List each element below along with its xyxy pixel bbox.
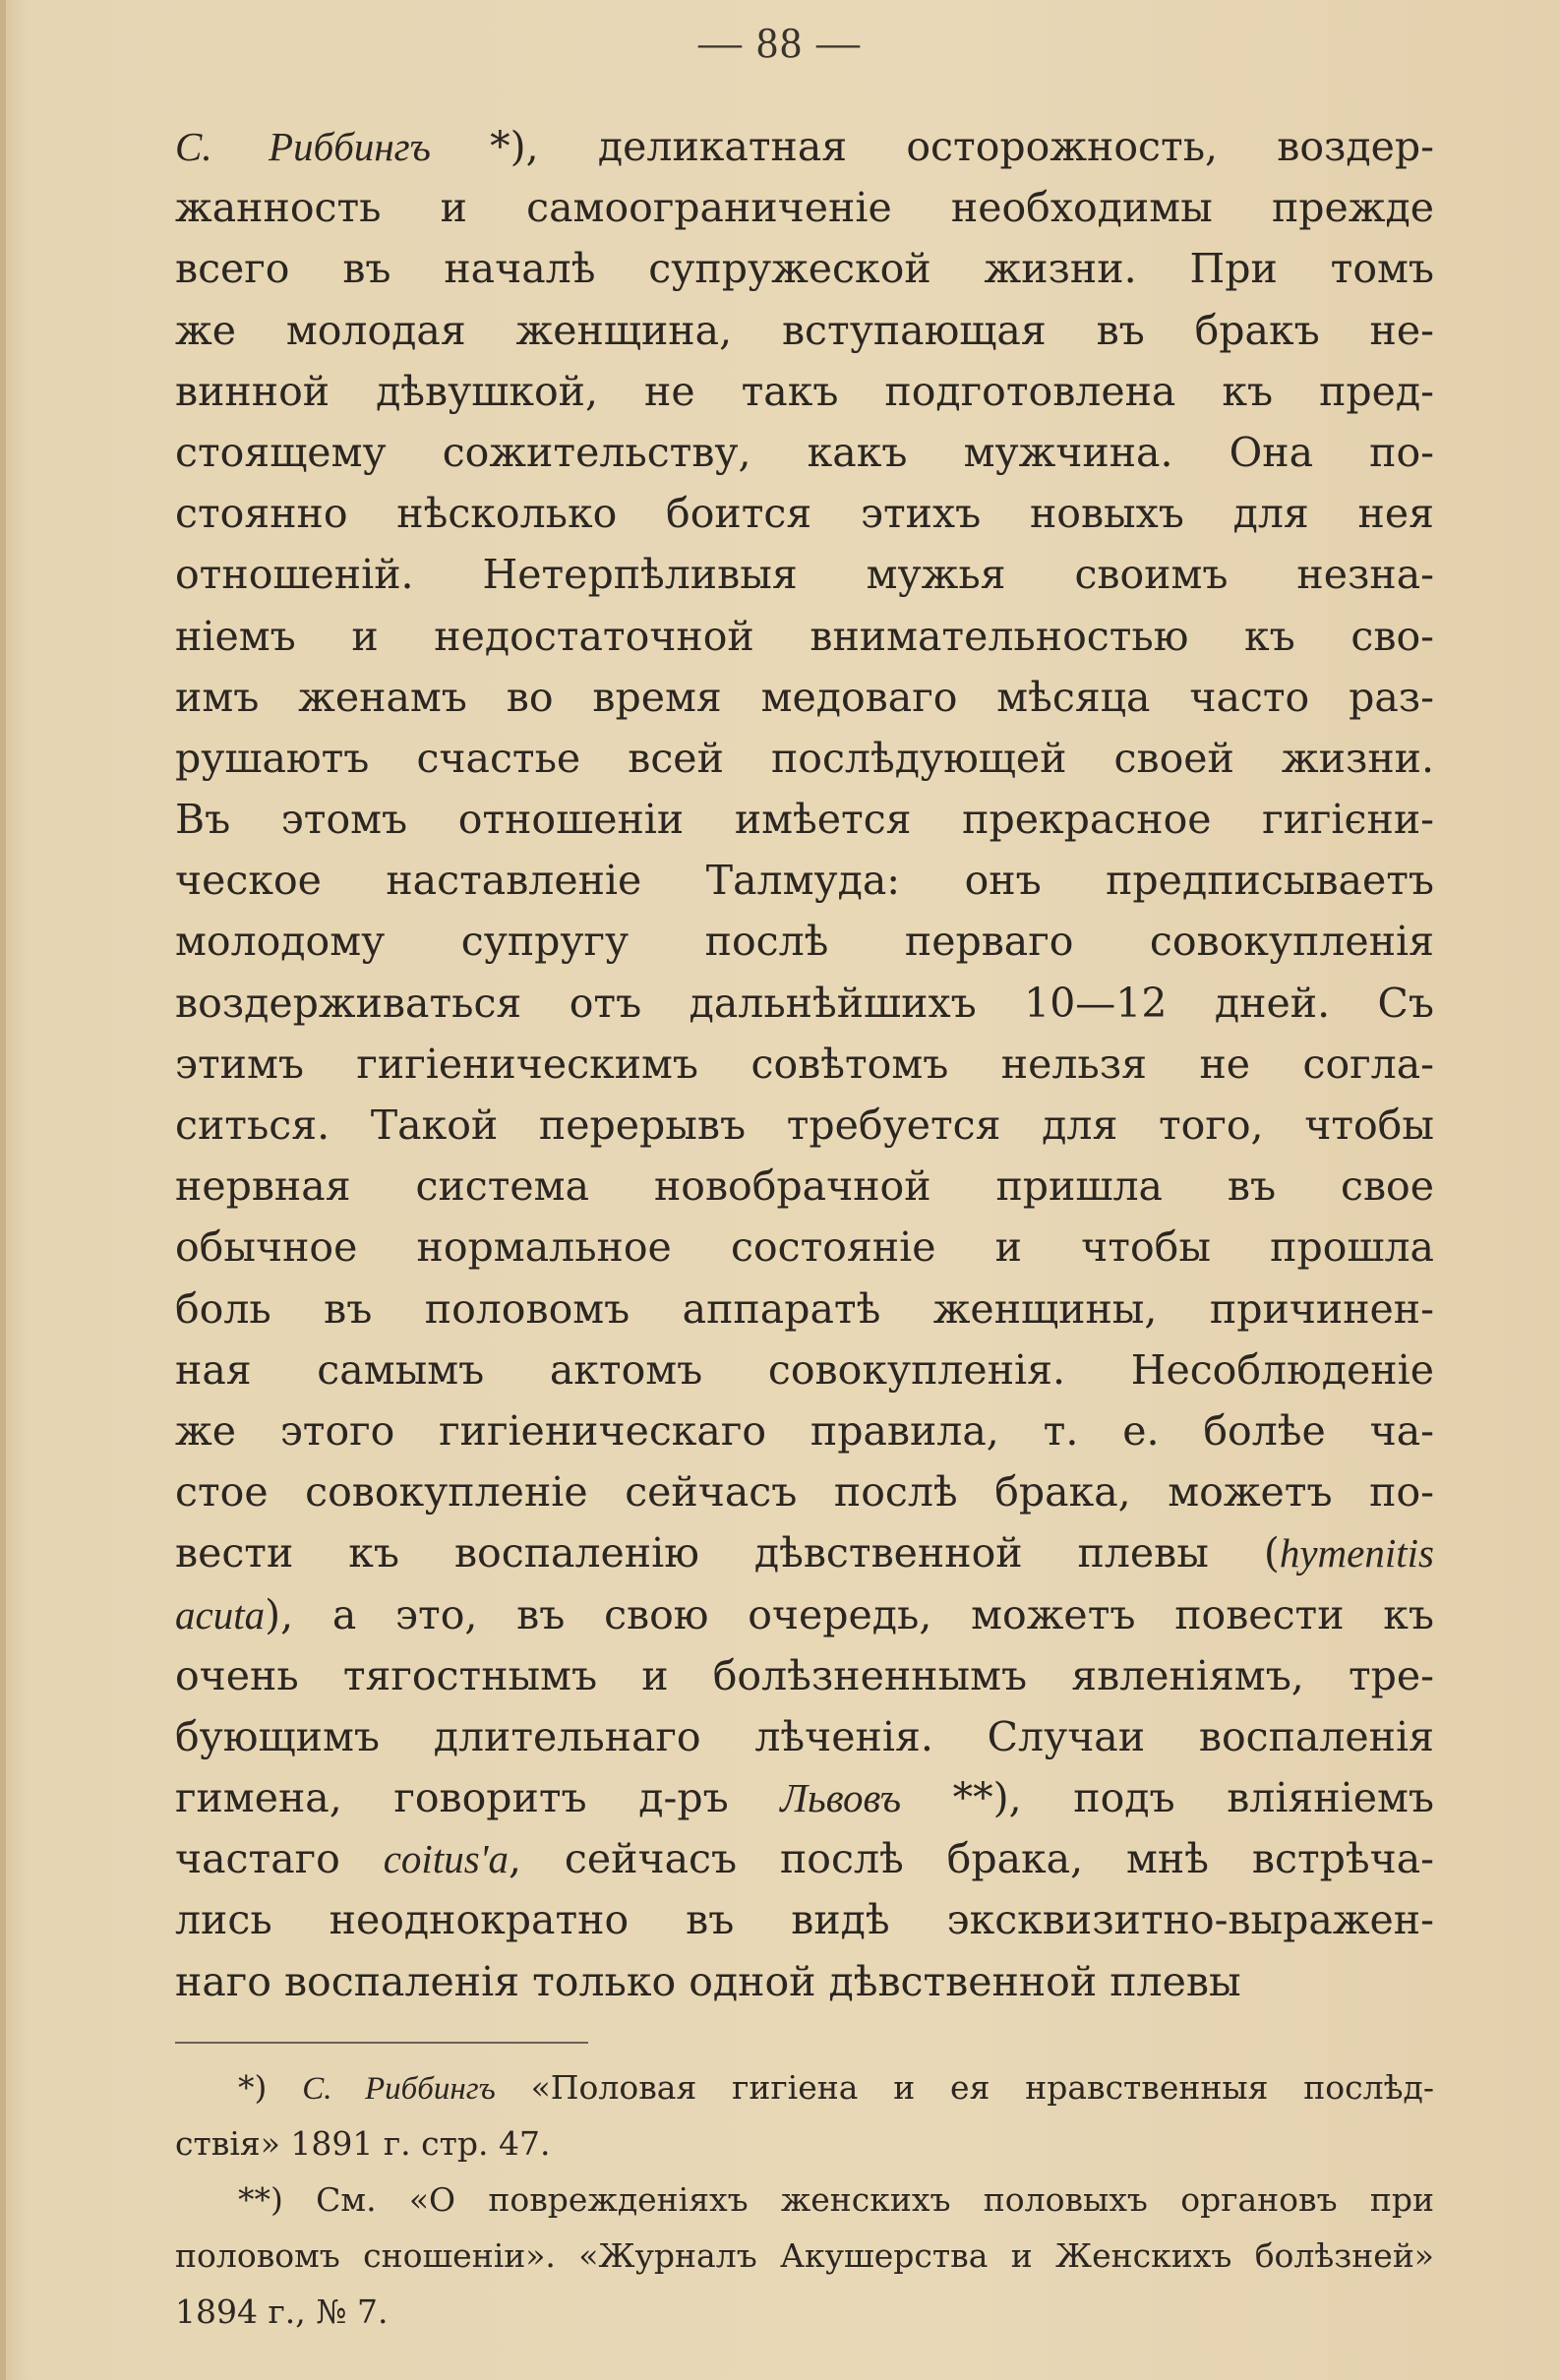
text-line: винной дѣвушкой, не такъ подготовлена къ пред- bbox=[175, 367, 1434, 415]
latin-term: hymenitis bbox=[1279, 1530, 1434, 1577]
footnotes bbox=[175, 2059, 1434, 2340]
footnote-mark: **) bbox=[238, 2180, 283, 2219]
text-line: наго воспаленія только одной дѣвственной плевы bbox=[175, 1957, 1241, 2005]
text-line: ческое наставленіе Талмуда: онъ предписываетъ bbox=[175, 857, 1434, 905]
body-text bbox=[175, 116, 1434, 2012]
text-line: имъ женамъ во время медоваго мѣсяца часто раз- bbox=[175, 673, 1434, 721]
text-line: частаго coitus'a, сейчасъ послѣ брака, мнѣ встрѣча- bbox=[175, 1835, 1435, 1883]
text-line: ная самымъ актомъ совокупленія. Несоблюденіе bbox=[175, 1345, 1434, 1394]
text-line: этимъ гигіеническимъ совѣтомъ нельзя не согла- bbox=[175, 1040, 1434, 1088]
text-line: обычное нормальное состояніе и чтобы прошла bbox=[175, 1223, 1434, 1272]
page-binding-edge bbox=[0, 0, 6, 2380]
footnote-1-cont: ствія» 1891 г. стр. 47. bbox=[175, 2124, 551, 2163]
text-line: всего въ началѣ супружеской жизни. При томъ bbox=[175, 245, 1434, 293]
footnote-author: С. Риббингъ bbox=[302, 2071, 496, 2107]
footnote-separator bbox=[175, 2042, 588, 2044]
latin-term: coitus'a bbox=[383, 1836, 509, 1882]
author-name: С. Риббингъ bbox=[175, 124, 431, 169]
text-line: стое совокупленіе сейчасъ послѣ брака, можетъ по- bbox=[175, 1468, 1434, 1517]
text-line: отношеній. Нетерпѣливыя мужья своимъ незна- bbox=[175, 551, 1434, 599]
text-line: вести къ воспаленію дѣвственной плевы (hymenitis bbox=[175, 1529, 1434, 1577]
footnote-2-cont: половомъ сношеніи». «Журналъ Акушерства и Женскихъ болѣзней» bbox=[175, 2236, 1434, 2275]
footnote-2-cont: 1894 г., № 7. bbox=[175, 2292, 389, 2331]
text-line: гимена, говоритъ д-ръ Львовъ **), подъ вліяніемъ bbox=[175, 1774, 1434, 1822]
latin-term: acuta bbox=[175, 1591, 266, 1637]
text-line: очень тягостнымъ и болѣзненнымъ явленіямъ, тре- bbox=[175, 1651, 1434, 1699]
text-line: лись неоднократно въ видѣ экcквизитно-выражен- bbox=[175, 1896, 1434, 1944]
text-line: ситься. Такой перерывъ требуется для того, чтобы bbox=[175, 1101, 1434, 1149]
text-line: рушаютъ счастье всей послѣдующей своей жизни. bbox=[175, 734, 1434, 782]
author-name: Львовъ bbox=[780, 1775, 902, 1821]
text-line: же этого гигіеническаго правила, т. е. болѣе ча- bbox=[175, 1406, 1434, 1455]
text-line: жанность и самоограниченіе необходимы прежде bbox=[175, 184, 1434, 232]
footnote-1: *) С. Риббингъ «Половая гигіена и ея нравственныя послѣд- bbox=[238, 2068, 1434, 2107]
text-line: боль въ половомъ аппаратѣ женщины, причинен- bbox=[175, 1284, 1434, 1333]
text-line: воздерживаться отъ дальнѣйшихъ 10—12 дней. Съ bbox=[175, 979, 1434, 1027]
text-line: нервная система новобрачной пришла въ свое bbox=[175, 1162, 1434, 1211]
text-line: acuta), а это, въ свою очередь, можетъ повести къ bbox=[175, 1590, 1434, 1638]
page-number: — 88 — bbox=[698, 19, 862, 67]
text-line: ніемъ и недостаточной внимательностью къ сво- bbox=[175, 612, 1434, 660]
footnote-mark: *) bbox=[238, 2068, 268, 2107]
text-line: стоящему сожительству, какъ мужчина. Она по- bbox=[175, 428, 1434, 476]
text-line: стоянно нѣсколько боится этихъ новыхъ для нея bbox=[175, 490, 1434, 538]
text-line: молодому супругу послѣ перваго совокупленія bbox=[175, 918, 1434, 966]
footnote-2: **) См. «О поврежденіяхъ женскихъ половыхъ органовъ при bbox=[238, 2180, 1434, 2219]
text-line: С. Риббингъ *), деликатная осторожность, воздер- bbox=[175, 123, 1434, 170]
text-line: бующимъ длительнаго лѣченія. Случаи воспаленія bbox=[175, 1712, 1434, 1760]
text-line: Въ этомъ отношеніи имѣется прекрасное гигієни- bbox=[175, 796, 1434, 844]
text-line: же молодая женщина, вступающая въ бракъ не- bbox=[175, 306, 1434, 354]
